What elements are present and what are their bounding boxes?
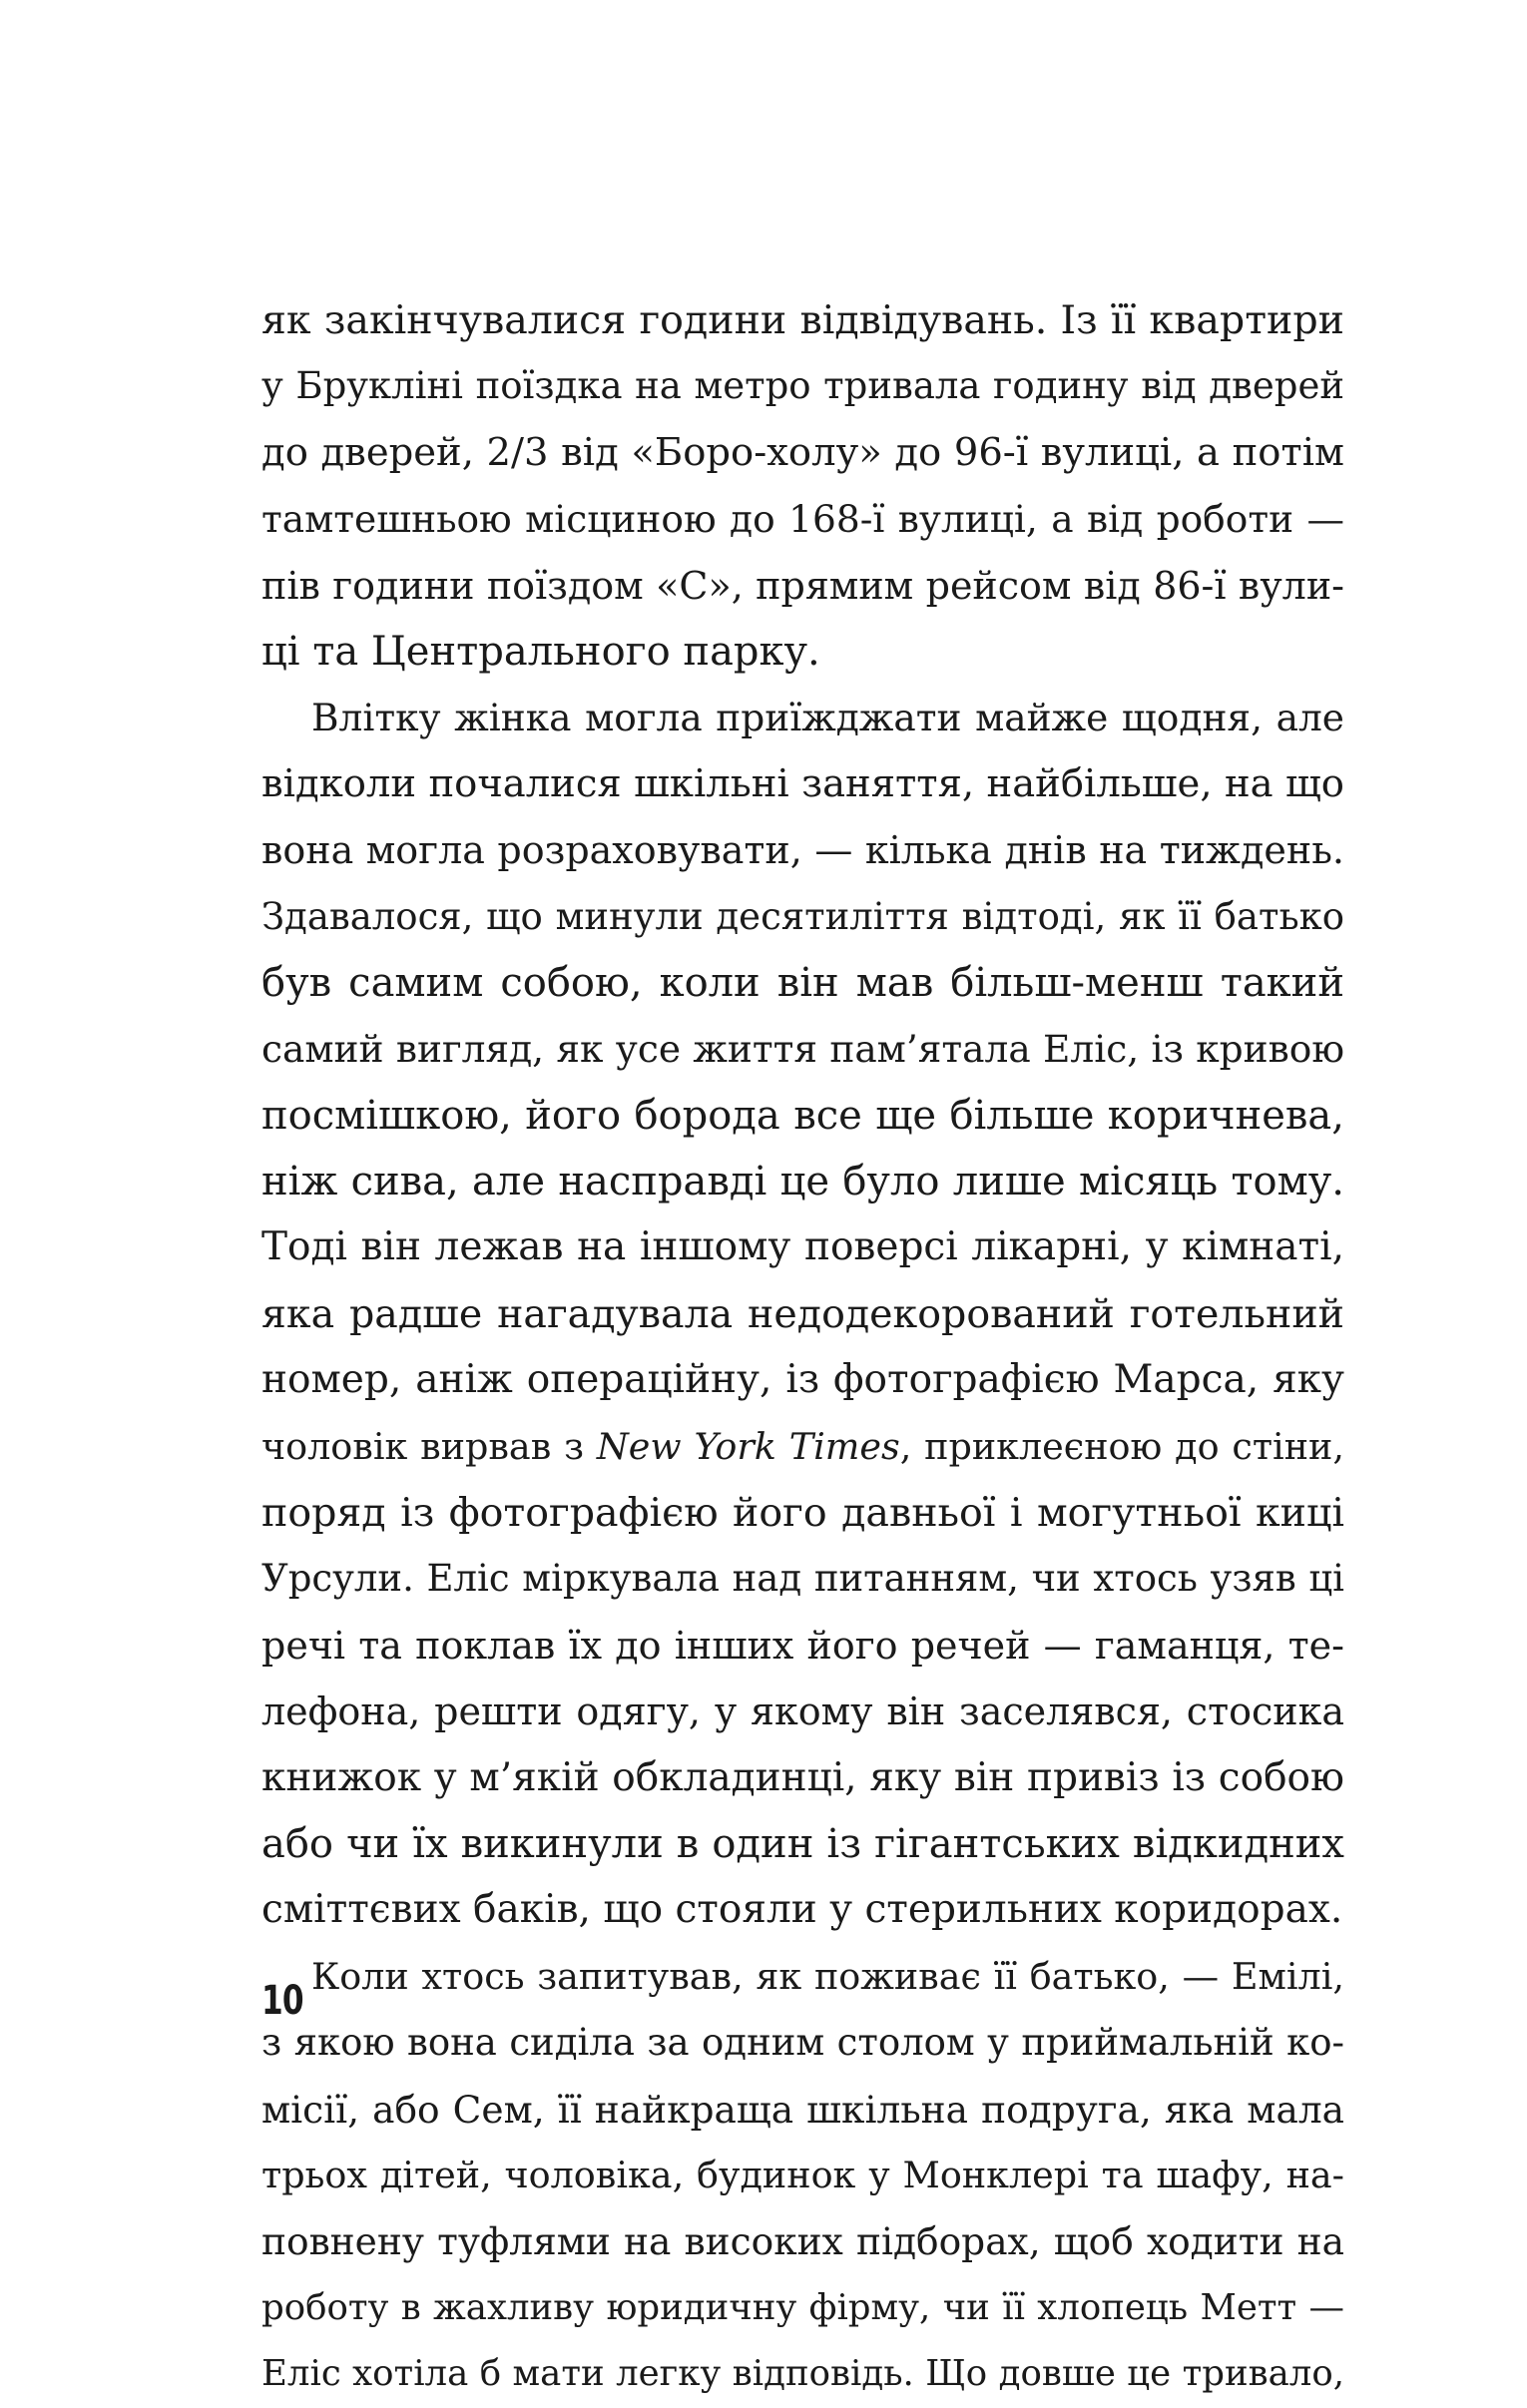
body-text bbox=[261, 287, 1344, 2408]
text-line bbox=[261, 751, 1344, 817]
text-segment: ніж сива, але насправді це було лише місяць тому. bbox=[261, 1159, 1344, 1205]
text-line bbox=[261, 2010, 1344, 2076]
text-segment: Тоді він лежав на іншому поверсі лікарні, у кімнаті, bbox=[261, 1224, 1344, 1270]
text-segment: був самим собою, коли він мав більш-менш такий bbox=[261, 959, 1344, 1006]
text-segment: , приклеєною до стіни, bbox=[899, 1424, 1344, 1468]
text-line bbox=[261, 1679, 1344, 1744]
text-line bbox=[261, 619, 1344, 685]
text-line bbox=[261, 1016, 1344, 1082]
text-segment: повнену туфлями на високих підборах, щоб ходити на bbox=[261, 2219, 1344, 2264]
text-line bbox=[261, 2143, 1344, 2208]
text-line bbox=[261, 553, 1344, 619]
text-line bbox=[261, 2208, 1344, 2274]
text-line bbox=[261, 1546, 1344, 1612]
text-segment: до дверей, 2/3 від «Боро-холу» до 96-ї вулиці, а потім bbox=[261, 429, 1344, 475]
text-segment: як закінчувалися години відвідувань. Із її квартири bbox=[261, 297, 1344, 343]
text-segment: речі та поклав їх до інших його речей — гаманця, те- bbox=[261, 1623, 1344, 1668]
text-segment: у Брукліні поїздка на метро тривала годину від дверей bbox=[261, 364, 1344, 408]
text-segment: посмішкою, його борода все ще більше коричнева, bbox=[261, 1092, 1344, 1139]
text-line bbox=[261, 817, 1344, 883]
text-segment: трьох дітей, чоловіка, будинок у Монклері та шафу, на- bbox=[261, 2153, 1344, 2196]
text-line bbox=[261, 1214, 1344, 1280]
text-segment: ці та Центрального парку. bbox=[261, 628, 820, 675]
text-segment: з якою вона сиділа за одним столом у приймальній ко- bbox=[261, 2021, 1344, 2065]
text-line bbox=[261, 287, 1344, 353]
text-segment: сміттєвих баків, що стояли у стерильних коридорах. bbox=[261, 1887, 1343, 1933]
text-segment: Коли хтось запитував, як поживає її батько, — Емілі, bbox=[311, 1954, 1344, 1998]
text-line bbox=[261, 1281, 1344, 1347]
page-number: 10 bbox=[261, 1978, 303, 2024]
text-segment: або чи їх викинули в один із гігантських відкидних bbox=[261, 1820, 1344, 1867]
text-segment: пів години поїздом «С», прямим рейсом від 86-ї вули- bbox=[261, 563, 1344, 608]
text-segment: тамтешньою місциною до 168-ї вулиці, а від роботи — bbox=[261, 497, 1344, 542]
text-line bbox=[261, 1083, 1344, 1149]
text-segment: номер, аніж операційну, із фотографією Марса, яку bbox=[261, 1357, 1344, 1403]
text-segment: лефона, решти одягу, у якому він заселявся, стосика bbox=[261, 1689, 1344, 1734]
text-line bbox=[261, 353, 1344, 419]
text-line bbox=[261, 2275, 1344, 2341]
text-line bbox=[261, 2077, 1344, 2143]
text-line bbox=[261, 1480, 1344, 1546]
text-line bbox=[261, 950, 1344, 1016]
text-segment: місії, або Сем, її найкраща шкільна подруга, яка мала bbox=[261, 2087, 1344, 2132]
text-segment: чоловік вирвав з bbox=[261, 1424, 597, 1468]
text-segment: самий вигляд, як усе життя пам’ятала Еліс, із кривою bbox=[261, 1027, 1344, 1072]
text-line bbox=[261, 685, 1344, 750]
text-segment: Здавалося, що минули десятиліття відтоді, як її батько bbox=[261, 894, 1344, 938]
text-segment: вона могла розраховувати, — кілька днів на тиждень. bbox=[261, 828, 1344, 873]
text-line bbox=[261, 1745, 1344, 1811]
text-line bbox=[261, 1347, 1344, 1413]
text-line bbox=[261, 2341, 1344, 2407]
text-segment: відколи почалися шкільні заняття, найбільше, на що bbox=[261, 760, 1344, 806]
paragraph bbox=[261, 287, 1344, 685]
paragraph bbox=[261, 685, 1344, 1943]
text-line bbox=[261, 1613, 1344, 1679]
text-line bbox=[261, 1877, 1344, 1943]
text-line bbox=[261, 486, 1344, 552]
text-line bbox=[261, 1149, 1344, 1214]
text-line bbox=[261, 1944, 1344, 2010]
text-segment: роботу в жахливу юридичну фірму, чи її хлопець Метт — bbox=[261, 2286, 1344, 2328]
text-line bbox=[261, 420, 1344, 486]
text-segment: Еліс хотіла б мати легку відповідь. Що довше це тривало, bbox=[261, 2353, 1344, 2395]
text-line bbox=[261, 884, 1344, 950]
text-line bbox=[261, 1811, 1344, 1877]
text-segment: Урсули. Еліс міркувала над питанням, чи хтось узяв ці bbox=[261, 1557, 1344, 1601]
text-segment: яка радше нагадувала недодекорований готельний bbox=[261, 1290, 1344, 1337]
text-segment: поряд із фотографією його давньої і могутньої киці bbox=[261, 1490, 1344, 1537]
italic-text: New York Times bbox=[596, 1424, 900, 1468]
text-segment: книжок у м’якій обкладинці, яку він привіз із собою bbox=[261, 1754, 1344, 1800]
text-segment: Влітку жінка могла приїжджати майже щодня, але bbox=[311, 696, 1344, 740]
text-line bbox=[261, 1414, 1344, 1480]
paragraph bbox=[261, 1944, 1344, 2408]
